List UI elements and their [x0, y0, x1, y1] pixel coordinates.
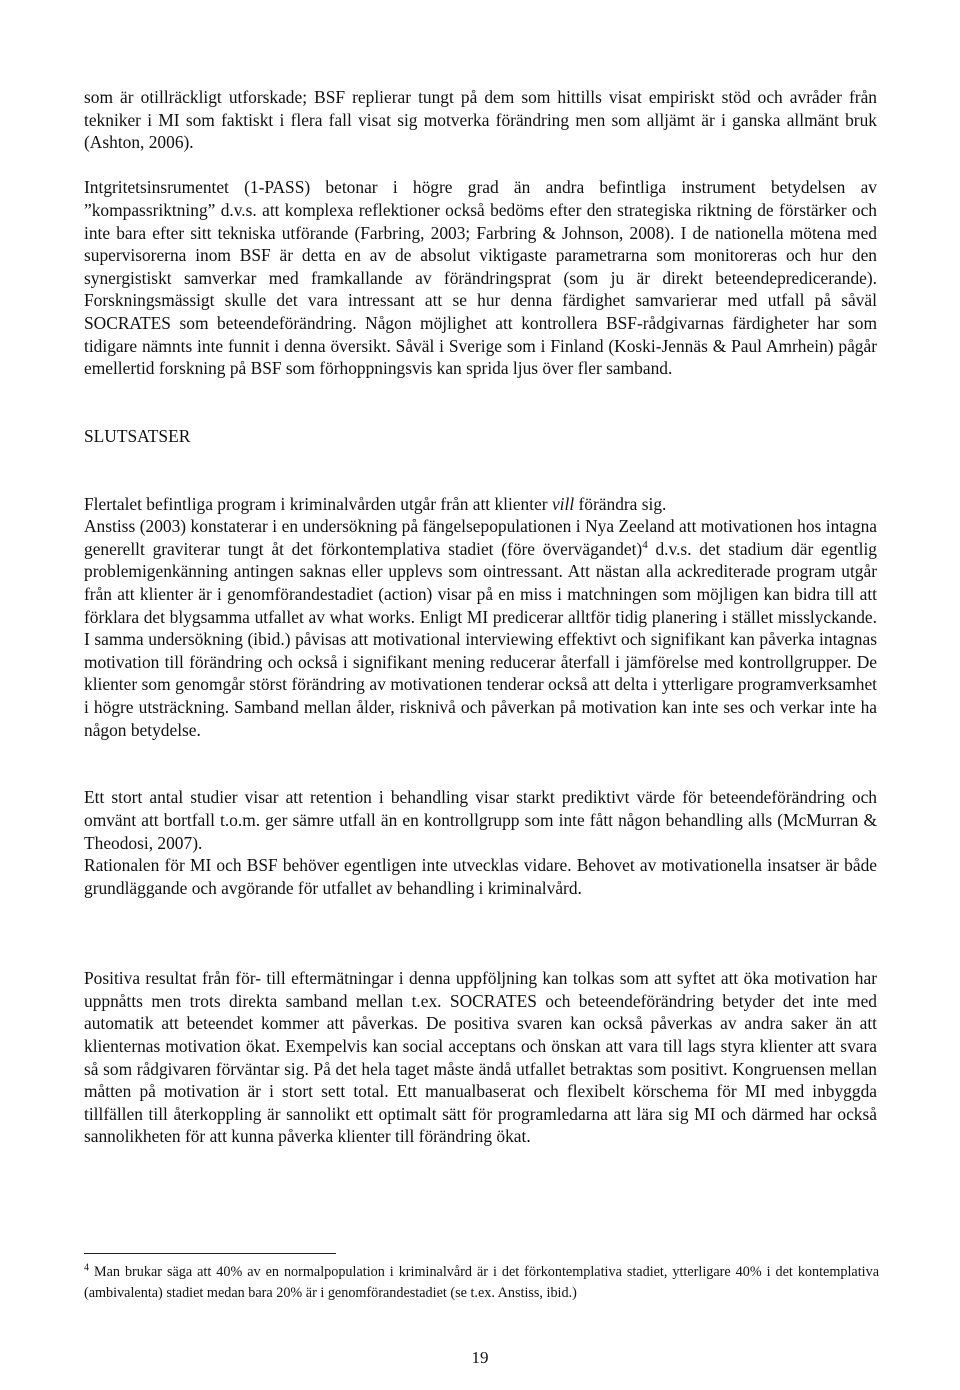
footnote-number: 4 — [84, 1262, 89, 1274]
paragraph-programs — [84, 493, 877, 516]
section-heading: SLUTSATSER — [84, 425, 191, 446]
footnote-divider — [84, 1253, 336, 1254]
footnote — [84, 1262, 879, 1304]
footnote-text: Man brukar säga att 40% av en normalpopulation i kriminalvård är i det förkontemplativa stadiet, ytterligare 40% i det kontemplativa (ambivalenta) stadiet medan bara 20% är i genomförandestadiet (se t.ex. Anstiss, ibid.) — [84, 1264, 879, 1301]
paragraph-programs-end: förändra sig. — [574, 493, 667, 514]
paragraph-rationale: Rationalen för MI och BSF behöver egentligen inte utvecklas vidare. Behovet av motivationella insatser är både grundläggande och avgörande för utfallet av behandling i kriminalvård. — [84, 855, 877, 898]
paragraph-ashton: som är otillräckligt utforskade; BSF replierar tungt på dem som hittills visat empiriskt stöd och avråder från tekniker i MI som faktiskt i flera fall visat sig motverka förändring men som alljämt är i ganska allmänt bruk (Ashton, 2006). — [84, 87, 877, 153]
page-number: 19 — [471, 1348, 489, 1367]
paragraph-anstiss — [84, 515, 877, 741]
body-text — [84, 86, 877, 1148]
paragraph-integrity-instrument: Intgritetsinsrumentet (1-PASS) betonar i högre grad än andra befintliga instrument betydelsen av ”kompassriktning” d.v.s. att komplexa reflektioner också bedöms efter den strategiska riktning de förstärker och inte bara efter sitt tekniska utförande (Farbring, 2003; Farbring & Johnson, 2008). I de nationella mötena med supervisorerna inom BSF är detta en av de absolut viktigaste parametrarna som monitoreras och hur den synergistiskt samverkar med framkallande av förändringsprat (som ju är direkt beteendepredicerande). Forskningsmässigt skulle det vara intressant att se hur denna färdighet samvarierar med utfall på såväl SOCRATES som beteendeförändring. Någon möjlighet att kontrollera BSF-rådgivarnas färdigheter har som tidigare nämnts inte funnit i denna översikt. Såväl i Sverige som i Finland (Koski-Jennäs & Paul Amrhein) pågår emellertid forskning på BSF som förhoppningsvis kan sprida ljus över fler samband. — [84, 177, 877, 379]
paragraph-positive-results: Positiva resultat från för- till eftermätningar i denna uppföljning kan tolkas som att syftet att öka motivation har uppnåtts men trots direkta samband mellan t.ex. SOCRATES och beteendeförändring betyder det inte med automatik att beteendet kommer att påverkas. De positiva svaren kan också påverkas av andra saker än att klienternas motivation ökat. Exempelvis kan social acceptans och önskan att vara till lags styra klienter att svara så som rådgivaren förväntar sig. På det hela taget måste ändå utfallet betraktas som positivt. Kongruensen mellan måtten på motivation är i stort sett total. Ett manualbaserat och flexibelt körschema för MI med inbyggda tillfällen till återkoppling är sannolikt ett optimalt sätt för programledarna att lära sig MI och därmed har också sannolikheten för att kunna påverka klienter till förändring ökat. — [84, 968, 877, 1147]
paragraph-anstiss-start: Anstiss (2003) konstaterar i en undersökning på fängelsepopulationen i Nya Zeeland att motivationen hos intagna generellt graviterar tungt åt det förkontemplativa stadiet (före övervägandet) — [84, 516, 877, 559]
paragraph-retention: Ett stort antal studier visar att retention i behandling visar starkt prediktivt värde för beteendeförändring och omvänt att bortfall t.o.m. ger sämre utfall än en kontrollgrupp som inte fått någon behandling alls (McMurran & Theodosi, 2007). — [84, 787, 877, 853]
paragraph-anstiss-end: d.v.s. det stadium där egentlig problemigenkänning antingen saknas eller upplevs som ointressant. Att nästan alla ackrediterade program utgår från att klienter är i genomförandestadiet (action) visar på en miss i matchningen som möjligen kan bidra till att förklara det blygsamma utfallet av what works. Enligt MI predicerar alltför tidig planering i stället misslyckande. I samma undersökning (ibid.) påvisas att motivational interviewing effektivt och signifikant kan påverka intagnas motivation till förändring och också i signifikant mening reducerar återfall i jämförelse med kontrollgrupper. De klienter som genomgår störst förändring av motivationen tenderar också att delta i ytterligare programverksamhet i högre utsträckning. Samband mellan ålder, risknivå och påverkan på motivation kan inte ses och verkar inte ha någon betydelse. — [84, 538, 877, 740]
emphasis-vill: vill — [551, 493, 575, 514]
footnote-reference: 4 — [642, 539, 648, 552]
paragraph-programs-start: Flertalet befintliga program i kriminalvården utgår från att klienter — [84, 493, 552, 514]
